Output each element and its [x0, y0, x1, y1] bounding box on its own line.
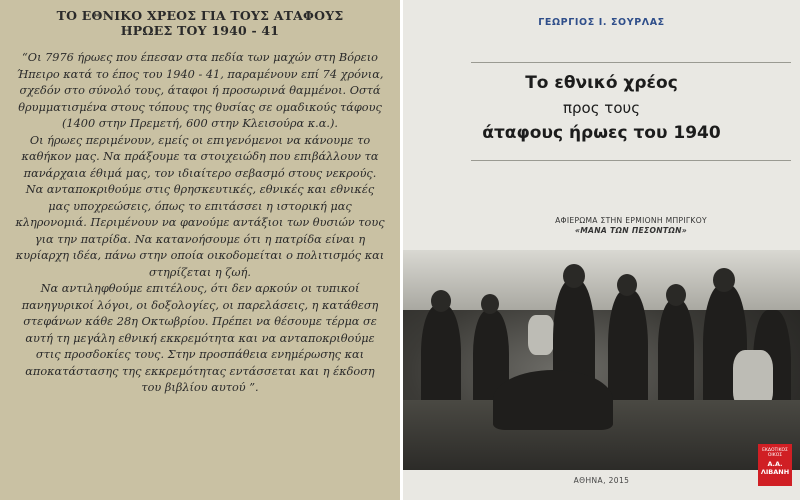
photo-figure-head — [617, 274, 637, 296]
article-paragraph: “Οι 7976 ήρωες που έπεσαν στα πεδία των μαχών στη Βόρειο Ήπειρο κατά το έπος του 1940 - 41, παραμένουν επί 74 χρόνια, σχεδόν στο σύνολό τους, άταφοι ή προσωρινά θαμμένοι. Οστά θρυμματισμένα στους τόπους της θυσίας σε ομαδικούς τάφους (1400 στην Πρεμετή, 600 στην Κλεισούρα κ.α.). — [16, 51, 384, 130]
article-title-line2: ΗΡΩΕΣ ΤΟΥ 1940 - 41 — [120, 23, 280, 38]
publisher-logo-small: ΕΚΔΟΤΙΚΟΣ ΟΙΚΟΣ — [762, 448, 788, 458]
article-title-line1: ΤΟ ΕΘΝΙΚΟ ΧΡΕΟΣ ΓΙΑ ΤΟΥΣ ΑΤΑΦΟΥΣ — [56, 8, 344, 23]
cover-footer: ΑΘΗΝΑ, 2015 — [573, 476, 630, 485]
book-cover — [403, 0, 800, 500]
article-paragraph: Να αντιληφθούμε επιτέλους, ότι δεν αρκούν οι τυπικοί πανηγυρικοί λόγοι, οι δοξολογίες, οι παρελάσεις, η κατάθεση στεφάνων κάθε 28η Οκτωβρίου. Πρέπει να θέσουμε τέρμα σε αυτή τη μεγάλη εθνική εκκρεμότητα και να ανταποκριθούμε στις προσδοκίες τους. Στην προσπάθεια ενημέρωσης και αποκατάστασης της εκκρεμότητας εντάσσεται και η έκδοση του βιβλίου αυτού ”. — [21, 282, 379, 394]
photo-figure-head — [666, 284, 686, 306]
book-title-line2: προς τους — [563, 99, 640, 117]
photo-figure-head — [713, 268, 735, 292]
cover-rule-bottom — [471, 160, 791, 161]
article-body — [14, 50, 386, 397]
article-paragraph: Οι ήρωες περιμένουν, εμείς οι επιγενόμενοι να κάνουμε το καθήκον μας. Να πράξουμε τα στοιχειώδη που επιβάλλουν τα πανάρχαια έθιμά μας, τον ιδιαίτερο σεβασμό στους νεκρούς. Να ανταποκριθούμε στις θρησκευτικές, εθνικές και εθνικές μας υποχρεώσεις, όπως το επιτάσσει η ιστορική μας κληρονομιά. Περιμένουν να φανούμε αντάξιοι των θυσιών τους για την πατρίδα. Να κατανοήσουμε ότι η πατρίδα είναι η κυρίαρχη ιδέα, πάνω στην οποία οικοδομείται ο πολιτισμός και στηρίζεται η ζωή. — [15, 133, 385, 279]
photo-kneeling-figures — [493, 370, 613, 430]
book-dedication — [471, 216, 791, 236]
publisher-logo-name: Α.Α. ΛΙΒΑΝΗ — [760, 460, 790, 476]
cover-photo — [403, 250, 800, 470]
article-title — [14, 8, 386, 38]
dedication-line2: «ΜΑΝΑ ΤΩΝ ΠΕΣΟΝΤΩΝ» — [574, 226, 688, 235]
photo-figure — [528, 315, 554, 355]
book-author: ΓΕΩΡΓΙΟΣ Ι. ΣΟΥΡΛΑΣ — [538, 17, 665, 28]
publisher-logo — [758, 444, 792, 486]
cover-rule-top — [471, 62, 791, 63]
book-title — [403, 70, 800, 146]
photo-figure-head — [481, 294, 499, 314]
book-title-line3: άταφους ήρωες του 1940 — [482, 123, 721, 143]
photo-figure-head — [563, 264, 585, 288]
book-title-line1: Το εθνικό χρέος — [525, 73, 678, 93]
dedication-line1: ΑΦΙΕΡΩΜΑ ΣΤΗΝ ΕΡΜΙΟΝΗ ΜΠΡΙΓΚΟΥ — [555, 216, 707, 225]
photo-figure-head — [431, 290, 451, 312]
